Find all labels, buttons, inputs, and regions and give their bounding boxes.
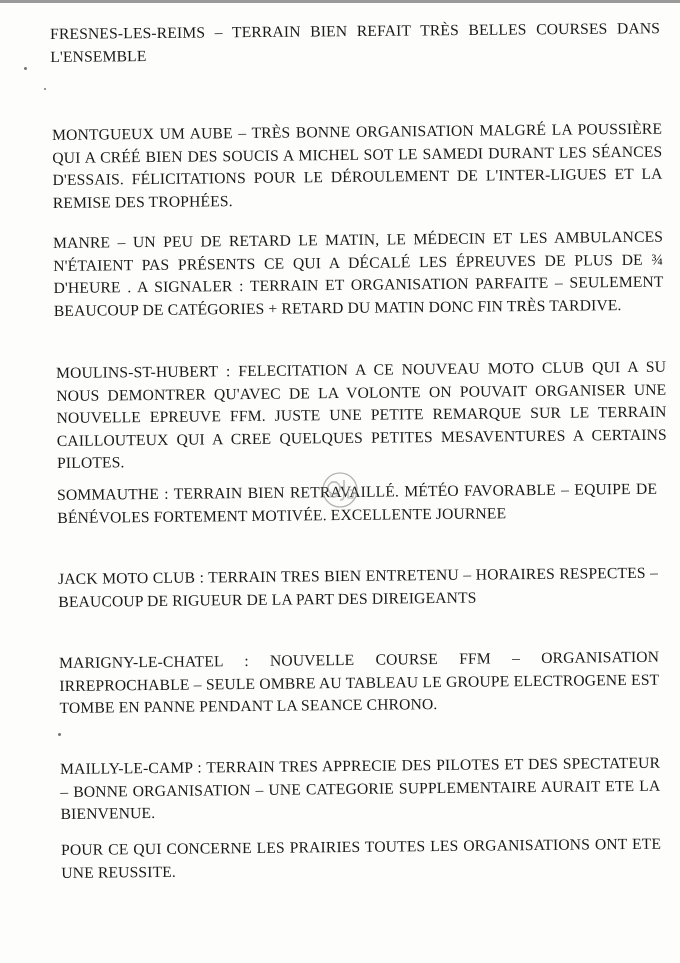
paragraph-montgueux: MONTGUEUX UM AUBE – TRÈS BONNE ORGANISATION MALGRÉ LA POUSSIÈRE QUI A CRÉÉ BIEN DES SOUCIS A MICHEL SOT LE SAMEDI DURANT LES SÉANCES D'ESSAIS. FÉLICITATIONS POUR LE DÉROULEMENT DE L'INTER-LIGUES ET LA REMISE DES TROPHÉES. bbox=[52, 120, 663, 212]
paragraph-prairies: POUR CE QUI CONCERNE LES PRAIRIES TOUTES LES ORGANISATIONS ONT ETE UNE REUSSITE. bbox=[61, 835, 662, 882]
scan-speck bbox=[24, 67, 27, 70]
paragraph-marigny-le-chatel: MARIGNY-LE-CHATEL : NOUVELLE COURSE FFM – ORGANISATION IRREPROCHABLE – SEULE OMBRE AU TABLEAU LE GROUPE ELECTROGENE EST TOMBE EN PANNE PENDANT LA SEANCE CHRONO. bbox=[59, 648, 660, 717]
paragraph-jack-moto-club: JACK MOTO CLUB : TERRAIN TRES BIEN ENTRETENU – HORAIRES RESPECTES – BEAUCOUP DE RIGUEUR DE LA PART DES DIREIGEANTS bbox=[58, 564, 659, 611]
watermark-logo bbox=[318, 468, 362, 512]
paragraph-mailly-le-camp: MAILLY-LE-CAMP : TERRAIN TRES APPRECIE DES PILOTES ET DES SPECTATEUR – BONNE ORGANISATION – UNE CATEGORIE SUPPLEMENTAIRE AURAIT ETE LA BIENVENUE. bbox=[60, 754, 661, 823]
paragraph-sommauthe: SOMMAUTHE : TERRAIN BIEN RETRAVAILLÉ. MÉTÉO FAVORABLE – EQUIPE DE BÉNÉVOLES FORTEMENT MOTIVÉE. EXCELLENTE JOURNEE bbox=[57, 480, 658, 527]
paragraph-manre: MANRE – UN PEU DE RETARD LE MATIN, LE MÉDECIN ET LES AMBULANCES N'ÉTAIENT PAS PRÉSENTS CE QUI A DÉCALÉ LES ÉPREUVES DE PLUS DE ¾ D'HEURE . A SIGNALER : TERRAIN ET ORGANISATION PARFAITE – SEULEMENT BEAUCOUP DE CATÉGORIES + RETARD DU MATIN DONC FIN TRÈS TARDIVE. bbox=[53, 228, 664, 320]
paragraph-fresnes-les-reims: FRESNES-LES-REIMS – TERRAIN BIEN REFAIT TRÈS BELLES COURSES DANS L'ENSEMBLE bbox=[50, 20, 661, 66]
scan-speck bbox=[58, 733, 61, 736]
scan-speck bbox=[44, 88, 46, 90]
scan-top-edge bbox=[0, 0, 680, 3]
paragraph-moulins-st-hubert: MOULINS-ST-HUBERT : FELECITATION A CE NOUVEAU MOTO CLUB QUI A SU NOUS DEMONTRER QU'AVEC DE LA VOLONTE ON POUVAIT ORGANISER UNE NOUVELLE EPREUVE FFM. JUSTE UNE PETITE REMARQUE SUR LE TERRAIN CAILLOUTEUX QUI A CREE QUELQUES PETITES MESAVENTURES A CERTAINS PILOTES. bbox=[56, 358, 667, 472]
